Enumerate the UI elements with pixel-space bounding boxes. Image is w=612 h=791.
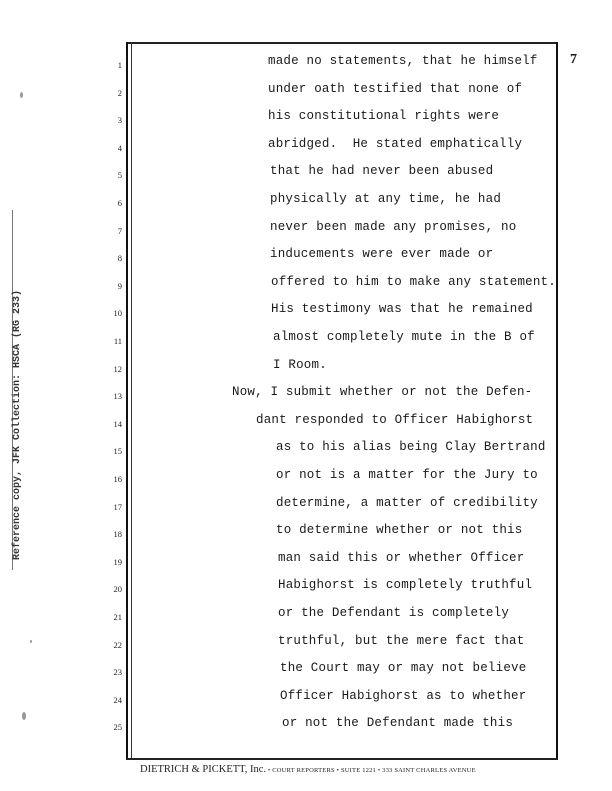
line-number: 8	[117, 253, 122, 264]
frame-right-border	[556, 42, 558, 760]
line-number: 20	[113, 584, 122, 595]
footer-separator: •	[334, 767, 341, 774]
scan-speck	[22, 712, 26, 720]
transcript-line: dant responded to Officer Habighorst	[256, 412, 534, 427]
line-number: 11	[113, 336, 122, 346]
transcript-line: under oath testified that none of	[268, 81, 523, 96]
transcript-line: offered to him to make any statement.	[271, 274, 556, 289]
transcript-line: or the Defendant is completely	[278, 606, 510, 620]
line-number: 10	[113, 308, 122, 319]
scan-speck	[20, 92, 23, 98]
line-number: 16	[113, 474, 122, 484]
transcript-line: as to his alias being Clay Bertrand	[276, 440, 546, 455]
line-number: 5	[117, 170, 122, 181]
transcript-line: truthful, but the mere fact that	[278, 633, 525, 648]
reporter-footer	[140, 764, 580, 775]
scan-speck	[30, 640, 32, 643]
transcript-line: man said this or whether Officer	[278, 550, 525, 565]
transcript-line: abridged. He stated emphatically	[268, 136, 523, 151]
footer-suite: SUITE 1221	[340, 767, 377, 774]
footer-separator: •	[376, 767, 383, 774]
line-number: 6	[117, 198, 122, 208]
frame-top-border	[126, 42, 558, 44]
transcript-line: his constitutional rights were	[268, 109, 500, 124]
line-number: 15	[113, 446, 122, 457]
page-number: 7	[570, 52, 577, 67]
transcript-line: Now, I submit whether or not the Defen-	[232, 385, 533, 400]
transcript-line: that he had never been abused	[270, 164, 494, 179]
frame-bottom-border	[126, 758, 558, 760]
transcript-line: determine, a matter of credibility	[276, 495, 538, 510]
line-number: 4	[117, 142, 122, 153]
transcript-line: or not is a matter for the Jury to	[276, 468, 538, 482]
line-number: 14	[113, 418, 122, 429]
line-number: 23	[113, 667, 122, 678]
transcript-line: to determine whether or not this	[276, 523, 523, 538]
transcript-line: His testimony was that he remained	[271, 302, 533, 317]
transcript-line: Officer Habighorst as to whether	[280, 688, 527, 703]
line-number: 19	[113, 556, 122, 567]
line-number: 25	[113, 722, 122, 733]
line-number: 24	[113, 694, 122, 705]
line-number: 18	[113, 529, 122, 540]
frame-left-inner-border	[131, 42, 132, 760]
transcript-line: never been made any promises, no	[270, 219, 517, 234]
line-number: 2	[117, 87, 122, 98]
archive-stamp: Reference copy, JFK Collection: HSCA (RG 233)	[12, 289, 23, 560]
line-number: 17	[113, 501, 122, 512]
transcript-line: Habighorst is completely truthful	[278, 578, 533, 593]
line-number: 22	[113, 639, 122, 650]
footer-address: 333 SAINT CHARLES AVENUE	[382, 767, 476, 774]
transcript-line: or not the Defendant made this	[282, 716, 514, 731]
line-number: 13	[113, 391, 122, 402]
transcript-line: I Room.	[273, 357, 327, 372]
footer-services: COURT REPORTERS	[272, 767, 335, 774]
line-number: 9	[117, 280, 122, 291]
transcript-line: made no statements, that he himself	[268, 54, 538, 68]
footer-separator: •	[266, 767, 273, 774]
transcript-line: physically at any time, he had	[270, 192, 502, 206]
line-number: 12	[113, 363, 122, 374]
transcript-line: almost completely mute in the B of	[273, 330, 535, 344]
line-number: 1	[117, 60, 122, 70]
line-number: 3	[117, 115, 122, 126]
footer-firm: DIETRICH & PICKETT, Inc.	[140, 764, 267, 775]
line-number: 21	[113, 612, 122, 622]
transcript-line: inducements were ever made or	[270, 247, 494, 262]
line-number: 7	[117, 225, 122, 236]
transcript-line: the Court may or may not believe	[280, 661, 527, 676]
frame-left-border	[126, 42, 128, 760]
